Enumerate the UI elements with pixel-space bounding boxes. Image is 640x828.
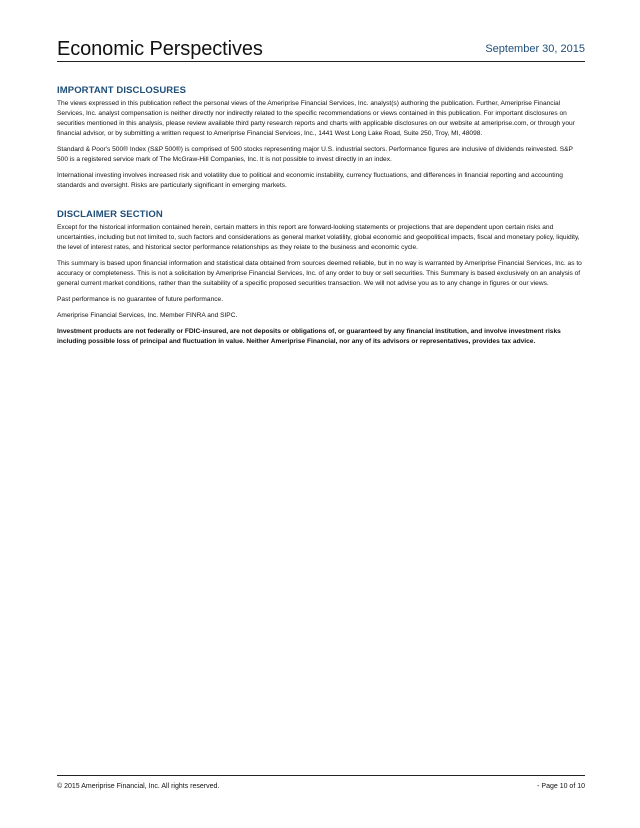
paragraph: This summary is based upon financial information and statistical data obtained from sources deemed reliable, but in no way is warranted by Ameriprise Financial Services, Inc. as to accuracy or completeness. This is not a solicitation by Ameriprise Financial Services, Inc. of any order to buy or sell securities. This Summary is based exclusively on an analysis of general current market conditions, rather than the suitability of a specific proposed securities transaction. We will not advise you as to any change in figures or our views. [57,260,582,287]
section-spacer [57,197,585,209]
paragraph: Standard & Poor's 500® Index (S&P 500®) is comprised of 500 stocks representing major U.S. industrial sectors. Performance figures are inclusive of dividends reinvested. S&P 500 is a registered service mark of The McGraw-Hill Companies, Inc. It is not possible to invest directly in an index. [57,146,573,163]
header-divider [57,61,585,62]
investment-risk-notice: Investment products are not federally or FDIC-insured, are not deposits or obligations of, or guaranteed by any financial institution, and involve investment risks including possible loss of principal and fluctuation in value. Neither Ameriprise Financial, nor any of its advisors or representatives, provides tax advice. [57,328,561,345]
document-body [57,85,585,353]
page-footer [57,782,585,794]
important-disclosures-section [57,85,585,191]
page-number: - Page 10 of 10 [537,783,585,790]
document-date: September 30, 2015 [485,43,585,55]
document-title: Economic Perspectives [57,38,263,60]
paragraph: Past performance is no guarantee of future performance. [57,296,224,303]
paragraph: Ameriprise Financial Services, Inc. Member FINRA and SIPC. [57,312,238,319]
page-header [57,38,585,60]
disclaimer-section [57,209,585,347]
section-heading: IMPORTANT DISCLOSURES [57,85,187,96]
paragraph: The views expressed in this publication reflect the personal views of the Ameriprise Financial Services, Inc. analyst(s) authoring the publication. Further, Ameriprise Financial Services, Inc. analyst compensation is neither directly nor indirectly related to the specific recommendations or views contained in this publication. For important disclosures on securities mentioned in this analysis, please review available third party research reports and charts with applicable disclosures on our website at ameriprise.com, or through your financial advisor, or by submitting a written request to Ameriprise Financial Services, Inc., 1441 West Long Lake Road, Suite 250, Troy, MI, 48098. [57,100,575,137]
section-heading: DISCLAIMER SECTION [57,209,163,220]
copyright-notice: © 2015 Ameriprise Financial, Inc. All rights reserved. [57,783,220,790]
footer-divider [57,775,585,776]
paragraph: International investing involves increased risk and volatility due to political and economic instability, currency fluctuations, and differences in financial reporting and accounting standards and oversight. Risks are particularly significant in emerging markets. [57,172,563,189]
paragraph: Except for the historical information contained herein, certain matters in this report are forward-looking statements or projections that are dependent upon certain risks and uncertainties, including but not limited to, such factors and considerations as general market volatility, global economic and geopolitical impacts, fiscal and monetary policy, liquidity, the level of interest rates, and historical sector performance relationships as they relate to the business and economic cycle. [57,224,580,251]
